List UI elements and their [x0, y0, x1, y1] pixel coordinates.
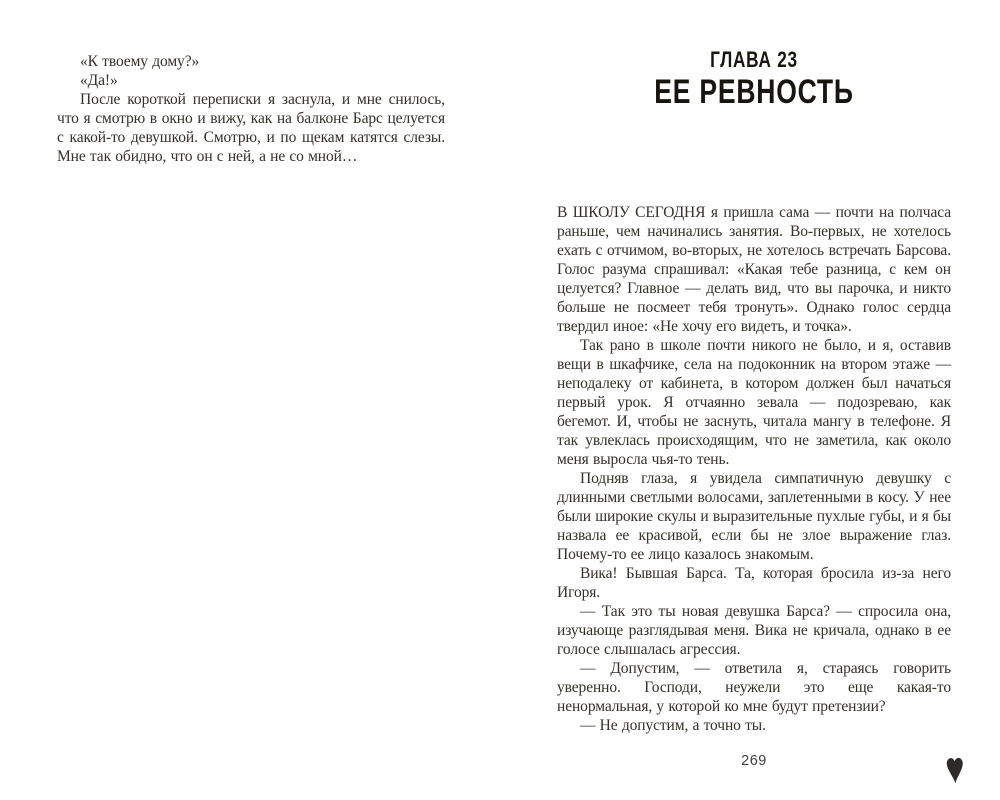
paragraph: Так рано в школе почти никого не было, и я, оставив вещи в шкафчике, села на подоконник на втором этаже — неподалеку от кабинета, в котором должен был начаться первый урок. Я отчаянно зевала — подозреваю, как бегемот. И, чтобы не заснуть, читала мангу в телефоне. Я так увлеклась происходящим, что не заметила, как около меня выросла чья-то тень. [557, 337, 951, 468]
paragraph: «Да!» [80, 72, 118, 89]
paragraph: «К твоему дому?» [80, 53, 200, 70]
paragraph: Вика! Бывшая Барса. Та, которая бросила из-за него Игоря. [557, 565, 951, 601]
chapter-title: ЕЕ РЕВНОСТЬ [654, 73, 854, 111]
chapter-heading [557, 48, 951, 110]
chapter-number: ГЛАВА 23 [710, 47, 798, 72]
left-page-text [57, 52, 445, 166]
paragraph: После короткой переписки я заснула, и мне снилось, что я смотрю в окно и вижу, как на балконе Барс целуется с какой-то девушкой. Смотрю, и по щекам катятся слезы. Мне так обидно, что он с ней, а не со мной… [57, 91, 445, 165]
heart-icon [946, 756, 965, 785]
page-number: 269 [741, 753, 767, 769]
paragraph: — Допустим, — ответила я, стараясь говорить уверенно. Господи, неужели это еще какая-то ненормальная, у которой ко мне будут претензии? [557, 660, 951, 715]
paragraph: Подняв глаза, я увидела симпатичную девушку с длинными светлыми волосами, заплетенными в косу. У нее были широкие скулы и выразительные пухлые губы, и я бы назвала ее красивой, если бы не злое выражение глаз. Почему-то ее лицо казалось знакомым. [557, 470, 951, 563]
paragraph: В ШКОЛУ СЕГОДНЯ я пришла сама — почти на полчаса раньше, чем начинались занятия. Во-первых, не хотелось ехать с отчимом, во-вторых, не хотелось встречать Барсова. Голос разума спрашивал: «Какая тебе разница, с кем он целуется? Главное — делать вид, что вы парочка, и никто больше не посмеет тебя тронуть». Однако голос сердца твердил иное: «Не хочу его видеть, и точка». [557, 204, 951, 335]
paragraph: — Не допустим, а точно ты. [580, 717, 766, 734]
paragraph: — Так это ты новая девушка Барса? — спросила она, изучающе разглядывая меня. Вика не кричала, однако в ее голосе слышалась агрессия. [557, 603, 951, 658]
right-page-text [557, 203, 951, 735]
